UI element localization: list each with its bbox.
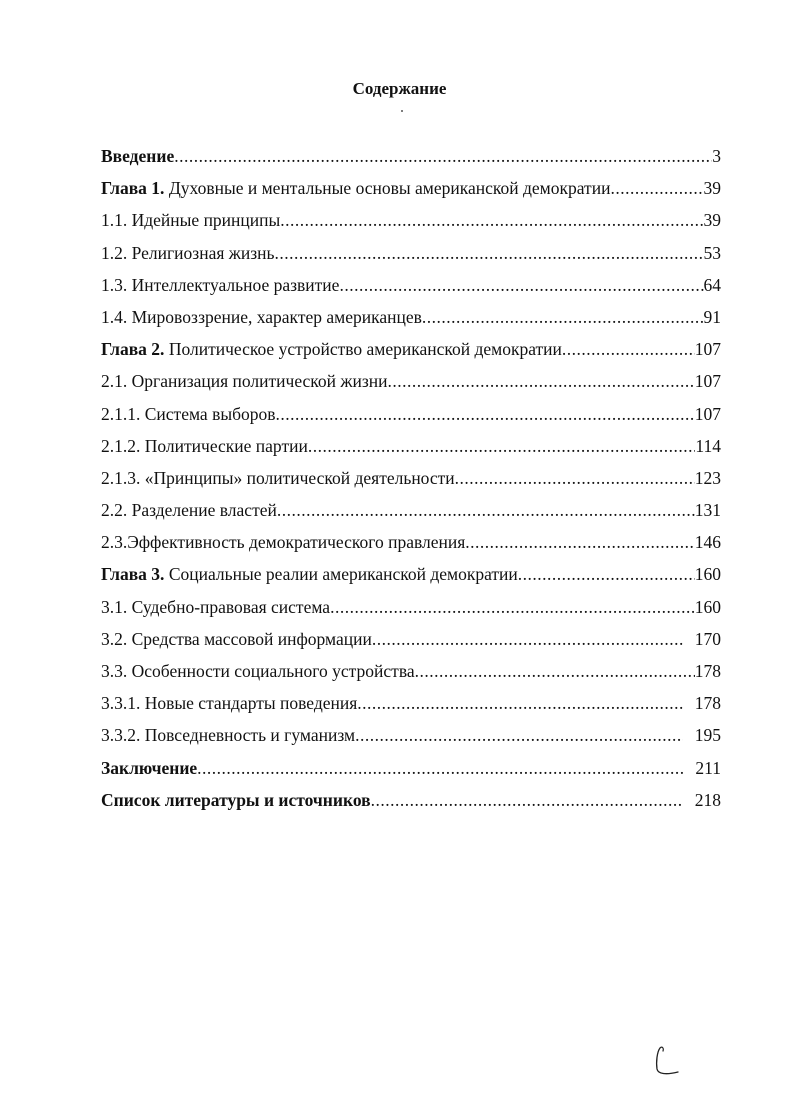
toc-entry-text: Политическое устройство американской демократии <box>164 339 562 360</box>
toc-entry-text: 1.4. Мировоззрение, характер американцев <box>101 306 422 327</box>
toc-entry-page-number: 178 <box>694 693 721 714</box>
toc-entry <box>101 172 721 204</box>
toc-entry-text: 1.3. Интеллектуальное развитие <box>101 274 340 295</box>
toc-entry-page-number: 178 <box>694 661 721 681</box>
toc-entry-title <box>101 687 357 719</box>
toc-entry <box>101 333 721 365</box>
toc-entry-title <box>101 204 280 236</box>
toc-entry <box>101 430 721 462</box>
toc-entry-title <box>101 140 174 172</box>
toc-entry-text: 2.3.Эффективность демократического правления <box>101 532 466 553</box>
toc-entry <box>101 784 721 816</box>
toc-entry-text: 1.2. Религиозная жизнь <box>101 242 275 263</box>
toc-entry-title <box>101 333 562 365</box>
toc-entry-title <box>101 526 465 558</box>
toc-entry <box>101 719 721 751</box>
toc-entry-title <box>101 591 330 623</box>
dot-leader <box>372 623 683 655</box>
dot-leader <box>330 591 695 623</box>
toc-entry <box>101 237 721 269</box>
toc-entry <box>101 204 721 236</box>
dot-leader <box>422 301 704 333</box>
toc-entry <box>101 140 721 172</box>
toc-entry-title <box>101 494 277 526</box>
toc-entry-page-number: 53 <box>703 242 721 263</box>
toc-entry-title <box>101 172 610 204</box>
toc-entry-title <box>101 623 372 655</box>
toc-entry-bold-prefix: Введение <box>101 146 175 166</box>
dot-leader <box>610 172 703 204</box>
scan-speck <box>401 110 403 112</box>
toc-entry-page-number: 91 <box>703 306 721 327</box>
dot-leader <box>562 333 695 365</box>
toc-entry-text: 2.1. Организация политической жизни <box>101 371 388 392</box>
toc-entry <box>101 398 721 430</box>
dot-leader <box>308 430 696 462</box>
toc-entry-page-number: 170 <box>694 628 721 649</box>
toc-entry-page-number: 114 <box>695 435 721 456</box>
toc-entry <box>101 526 721 558</box>
toc-entry <box>101 752 721 784</box>
toc-entry-text: 2.1.1. Система выборов <box>101 403 276 424</box>
dot-leader <box>415 655 695 687</box>
toc-entry-title <box>101 237 274 269</box>
toc-entry-page-number: 107 <box>694 371 721 392</box>
toc-entry-text: 3.3. Особенности социального устройства <box>101 661 415 681</box>
toc-entry-title <box>101 398 276 430</box>
toc-entry-title <box>101 462 455 494</box>
toc-entry-page-number: 107 <box>694 403 721 424</box>
toc-entry-bold-prefix: Глава 2. <box>101 339 165 360</box>
toc-entry-text: 1.1. Идейные принципы <box>101 210 281 231</box>
toc-entry-title <box>101 430 308 462</box>
toc-entry <box>101 655 721 687</box>
toc-entry-title <box>101 719 355 751</box>
dot-leader <box>197 752 683 784</box>
toc-entry-title <box>101 752 197 784</box>
toc-entry-text: 3.1. Судебно-правовая система <box>101 596 331 617</box>
toc-entry-page-number: 218 <box>694 789 721 810</box>
toc-entry-bold-prefix: Список литературы и источников <box>101 789 371 810</box>
toc-entry-page-number: 64 <box>703 274 721 295</box>
toc-entry-title <box>101 365 388 397</box>
toc-entry-bold-prefix: Глава 1. <box>101 178 165 199</box>
dot-leader <box>339 269 703 301</box>
toc-entry <box>101 301 721 333</box>
toc-entry <box>101 365 721 397</box>
toc-entry-text: Социальные реалии американской демократии <box>164 564 518 585</box>
toc-entry-page-number: 3 <box>712 146 721 166</box>
toc-entry-page-number: 107 <box>694 339 721 360</box>
toc-entry-page-number: 211 <box>695 757 721 778</box>
toc-entry-page-number: 160 <box>694 596 721 617</box>
toc-entry-bold-prefix: Заключение <box>101 757 198 778</box>
dot-leader <box>280 204 703 236</box>
toc-entry-page-number: 39 <box>703 210 721 231</box>
toc-entry-text: 3.3.1. Новые стандарты поведения <box>101 693 358 714</box>
toc-entry <box>101 269 721 301</box>
toc-entry-page-number: 146 <box>694 532 721 553</box>
dot-leader <box>357 687 682 719</box>
toc-entry-text: 2.2. Разделение властей <box>101 500 277 521</box>
dot-leader <box>371 784 683 816</box>
toc-entry-title <box>101 301 422 333</box>
toc-entry-text: 3.3.2. Повседневность и гуманизм <box>101 725 356 746</box>
dot-leader <box>388 365 695 397</box>
toc-entry <box>101 623 721 655</box>
toc-entry-title <box>101 558 518 590</box>
toc-entry-page-number: 160 <box>694 564 721 585</box>
toc-entry-page-number: 131 <box>694 500 721 521</box>
toc-entry-bold-prefix: Глава 3. <box>101 564 165 585</box>
toc-entry-page-number: 39 <box>703 178 721 199</box>
toc-entry-title <box>101 269 339 301</box>
toc-entry <box>101 494 721 526</box>
toc-entry-title <box>101 655 415 687</box>
toc-entry <box>101 558 721 590</box>
toc-entry-title <box>101 784 371 816</box>
dot-leader <box>277 494 695 526</box>
toc-entry-text: 3.2. Средства массовой информации <box>101 628 372 649</box>
dot-leader <box>174 140 712 172</box>
toc-entry <box>101 687 721 719</box>
dot-leader <box>274 237 703 269</box>
toc-entry-text: 2.1.3. «Принципы» политической деятельности <box>101 467 455 488</box>
dot-leader <box>518 558 695 590</box>
toc-entry <box>101 591 721 623</box>
toc-entry-page-number: 195 <box>694 725 721 746</box>
table-of-contents <box>101 140 721 816</box>
page-title: Содержание <box>352 79 447 98</box>
toc-entry-text: 2.1.2. Политические партии <box>101 435 308 456</box>
dot-leader <box>276 398 695 430</box>
dot-leader <box>355 719 683 751</box>
handwritten-page-number <box>648 1042 688 1082</box>
toc-entry <box>101 462 721 494</box>
dot-leader <box>465 526 694 558</box>
toc-entry-page-number: 123 <box>694 467 721 488</box>
toc-entry-text: Духовные и ментальные основы американской демократии <box>164 178 611 199</box>
dot-leader <box>455 462 695 494</box>
